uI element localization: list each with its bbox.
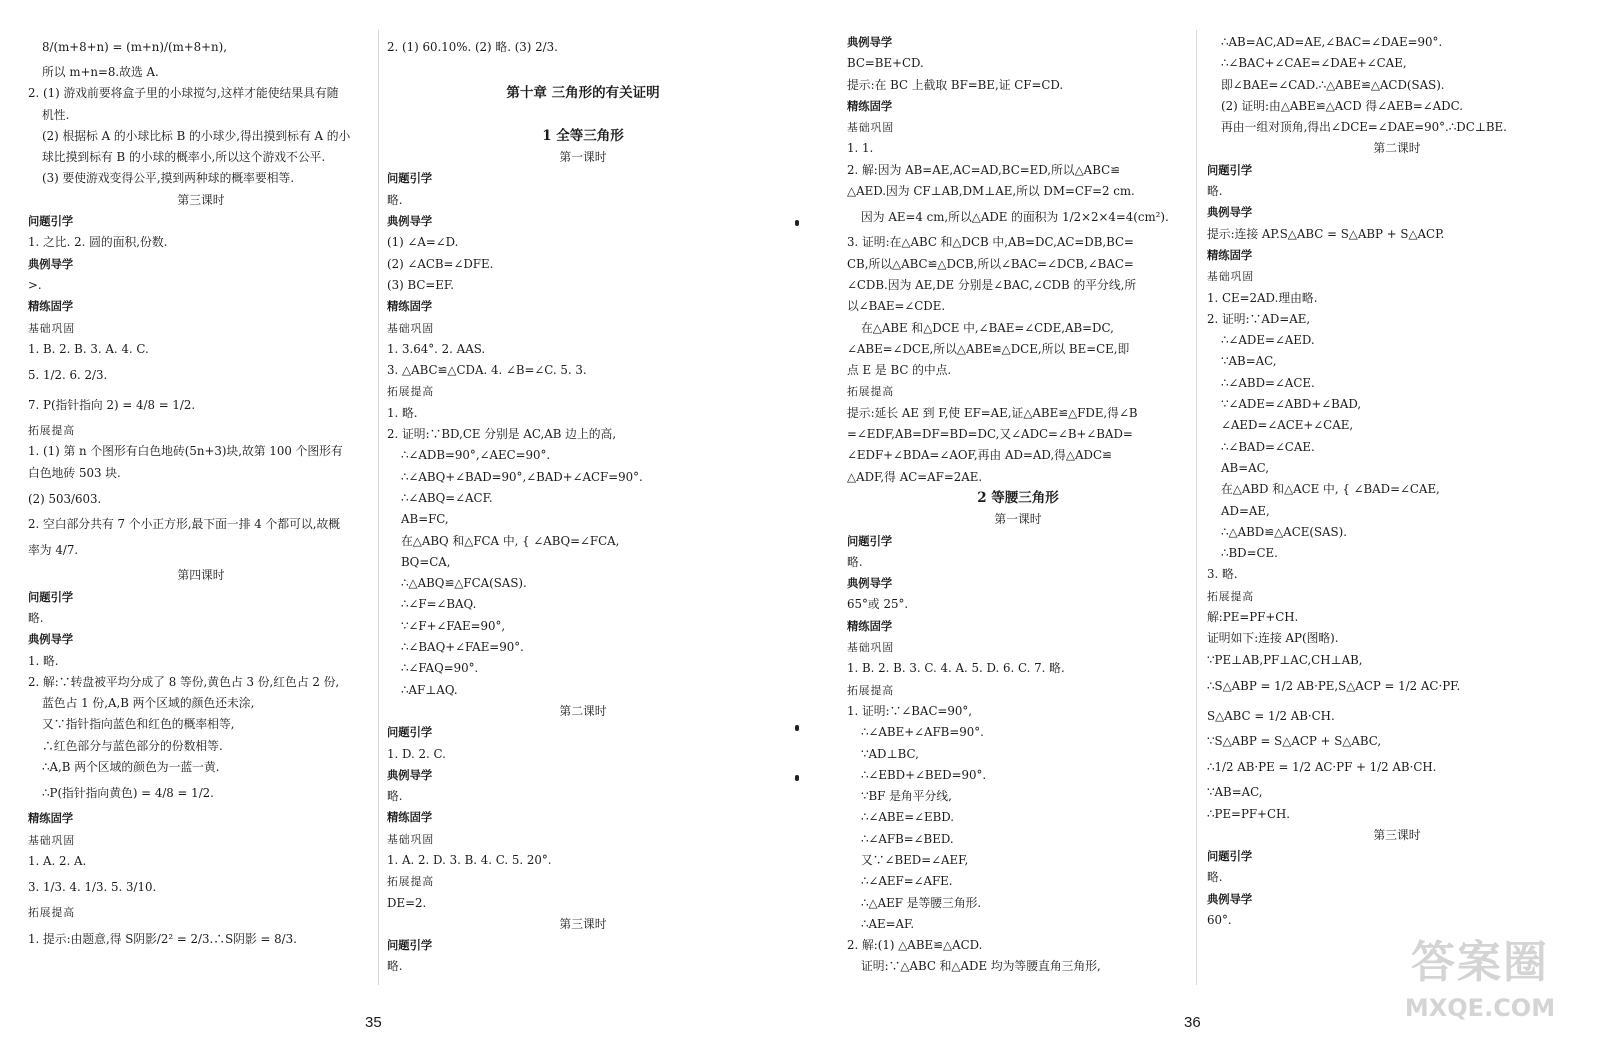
answer-line: ∴AB=AC,AD=AE,∠BAC=∠DAE=90°.: [1221, 35, 1443, 49]
answer-line: 问题引学: [28, 590, 74, 604]
answer-line: ∴∠AFB=∠BED.: [861, 831, 954, 846]
answer-line: 拓展提高: [1207, 589, 1255, 603]
watermark-line1: 答案圈: [1411, 937, 1549, 988]
answer-line: 第三课时: [1373, 827, 1421, 842]
answer-line: 3. 1/3. 4. 1/3. 5. 3/10.: [28, 880, 157, 895]
margin-mark: [795, 725, 799, 731]
answer-line: 2. 解:因为 AB=AE,AC=AD,BC=ED,所以△ABC≌: [847, 162, 1120, 177]
answer-line: 1. CE=2AD.理由略.: [1207, 290, 1318, 305]
column-divider: [378, 30, 379, 985]
answer-line: ∴△ABD≌△ACE(SAS).: [1221, 524, 1347, 539]
answer-line: 率为 4/7.: [28, 543, 79, 558]
answer-line: ∴∠EBD+∠BED=90°.: [861, 767, 987, 782]
answer-line: 1 全等三角形: [542, 127, 624, 144]
answer-line: ∴∠ABD=∠ACE.: [1221, 375, 1315, 390]
answer-line: 精练固学: [1207, 248, 1253, 262]
answer-line: 第一课时: [994, 512, 1042, 527]
answer-line: 精练固学: [847, 619, 893, 633]
answer-line: 基础巩固: [28, 321, 76, 335]
answer-line: 在△ABD 和△ACE 中, { ∠BAD=∠CAE,: [1221, 482, 1440, 497]
answer-line: 证明如下:连接 AP(图略).: [1207, 631, 1339, 646]
answer-line: 略.: [1207, 184, 1223, 199]
answer-line: 略.: [847, 554, 863, 569]
page-number-right: 36: [1184, 1014, 1201, 1031]
answer-line: 1. D. 2. C.: [387, 746, 446, 761]
answer-line: ∴红色部分与蓝色部分的份数相等.: [42, 738, 223, 753]
answer-line: 略.: [28, 610, 44, 625]
answer-line: ∵BF 是角平分线,: [861, 789, 952, 804]
answer-line: 典例导学: [387, 768, 433, 782]
answer-line: △ADF,得 AC=AF=2AE.: [847, 469, 983, 484]
answer-line: 精练固学: [387, 811, 433, 825]
answer-line: 因为 AE=4 cm,所以△ADE 的面积为 1/2×2×4=4(cm²).: [861, 210, 1169, 225]
answer-line: 典例导学: [847, 36, 893, 49]
answer-line: 2 等腰三角形: [977, 489, 1059, 506]
answer-line: 2. (1) 游戏前要将盒子里的小球搅匀,这样才能使结果具有随: [28, 86, 339, 101]
answer-line: 1. B. 2. B. 3. A. 4. C.: [28, 341, 149, 356]
answer-line: ∴∠ABE=∠EBD.: [861, 810, 955, 825]
answer-line: 拓展提高: [387, 875, 435, 889]
answer-line: (2) 503/603.: [28, 492, 102, 507]
answer-line: 问题引学: [1207, 163, 1253, 177]
answer-line: ∠ABE=∠DCE,所以△ABE≌△DCE,所以 BE=CE,即: [847, 341, 1130, 356]
answer-line: 第二课时: [1373, 141, 1421, 156]
answer-line: ∴AF⊥AQ.: [401, 682, 458, 697]
answer-line: ∴∠BAC+∠CAE=∠DAE+∠CAE,: [1221, 56, 1407, 71]
answer-line: ∴△ABQ≌△FCA(SAS).: [401, 576, 527, 591]
answer-line: 拓展提高: [847, 385, 895, 399]
answer-line: 问题引学: [387, 939, 433, 953]
answer-line: 即∠BAE=∠CAD.∴△ABE≌△ACD(SAS).: [1221, 77, 1445, 92]
answer-line: 典例导学: [1207, 206, 1253, 220]
answer-line: 7. P(指针指向 2) = 4/8 = 1/2.: [28, 398, 196, 413]
answer-line: ∴PE=PF+CH.: [1207, 806, 1291, 821]
answer-line: 略.: [387, 959, 403, 974]
answer-line: 1. 略.: [28, 653, 59, 668]
answer-line: 在△ABQ 和△FCA 中, { ∠ABQ=∠FCA,: [401, 533, 620, 548]
answer-line: ∠CDB.因为 AE,DE 分别是∠BAC,∠CDB 的平分线,所: [847, 277, 1137, 292]
answer-line: 2. 空白部分共有 7 个小正方形,最下面一排 4 个都可以,故概: [28, 517, 341, 532]
answer-line: 提示:在 BC 上截取 BF=BE,证 CF=CD.: [847, 77, 1064, 92]
answer-line: ∵AD⊥BC,: [861, 746, 919, 761]
answer-column-4: [1207, 32, 1587, 931]
answer-line: 2. 证明:∵BD,CE 分别是 AC,AB 边上的高,: [387, 427, 617, 442]
answer-line: 典例导学: [1207, 892, 1253, 906]
watermark-logo: [1400, 935, 1560, 1045]
answer-line: 基础巩固: [847, 121, 895, 135]
answer-line: ∠AED=∠ACE+∠CAE,: [1221, 418, 1354, 433]
answer-line: 又∵∠BED=∠AEF,: [861, 852, 969, 867]
answer-line: AB=AC,: [1221, 460, 1269, 475]
answer-line: 所以 m+n=8.故选 A.: [42, 65, 159, 79]
answer-line: >.: [28, 277, 42, 292]
answer-line: 1. (1) 第 n 个图形有白色地砖(5n+3)块,故第 100 个图形有: [28, 444, 343, 459]
answer-line: 2. 证明:∵AD=AE,: [1207, 311, 1311, 326]
answer-line: ∵∠F+∠FAE=90°,: [401, 618, 506, 633]
margin-mark: [795, 775, 799, 781]
answer-line: 基础巩固: [847, 641, 895, 655]
answer-line: 机性.: [42, 107, 70, 122]
answer-line: (1) ∠A=∠D.: [387, 235, 459, 250]
answer-line: (2) 证明:由△ABE≌△ACD 得∠AEB=∠ADC.: [1221, 98, 1463, 113]
answer-line: 精练固学: [847, 99, 893, 113]
answer-line: 典例导学: [28, 257, 74, 271]
answer-line: 精练固学: [28, 300, 74, 314]
answer-line: AB=FC,: [401, 512, 449, 527]
answer-line: ∴BD=CE.: [1221, 546, 1278, 561]
answer-line: 典例导学: [28, 633, 74, 647]
answer-line: BC=BE+CD.: [847, 56, 924, 71]
answer-line: ∴S△ABP = 1/2 AB·PE,S△ACP = 1/2 AC·PF.: [1207, 678, 1461, 693]
answer-line: 基础巩固: [28, 833, 76, 847]
answer-line: 拓展提高: [28, 906, 76, 920]
answer-line: (2) 根据标 A 的小球比标 B 的小球少,得出摸到标有 A 的小: [42, 128, 351, 143]
answer-line: ∴∠ABQ=∠ACF.: [401, 490, 493, 505]
answer-line: ∴A,B 两个区域的颜色为一蓝一黄.: [42, 760, 220, 775]
answer-line: 1. B. 2. B. 3. C. 4. A. 5. D. 6. C. 7. 略.: [847, 661, 1065, 676]
answer-line: ∴∠BAQ+∠FAE=90°.: [401, 640, 524, 655]
answer-line: ∴∠ADE=∠AED.: [1221, 333, 1315, 348]
answer-line: 3. 略.: [1207, 567, 1238, 582]
answer-line: 第四课时: [177, 568, 225, 583]
answer-line: =∠EDF,AB=DF=BD=DC,又∠ADC=∠B+∠BAD=: [847, 427, 1133, 442]
answer-line: ∵PE⊥AB,PF⊥AC,CH⊥AB,: [1207, 652, 1363, 667]
answer-line: ∴∠AEF=∠AFE.: [861, 874, 953, 889]
answer-line: ∵AB=AC,: [1207, 785, 1263, 800]
answer-line: AD=AE,: [1221, 503, 1270, 518]
answer-line: 问题引学: [847, 534, 893, 548]
answer-line: 精练固学: [387, 300, 433, 314]
answer-line: 基础巩固: [1207, 270, 1255, 284]
answer-line: ∴AE=AF.: [861, 916, 915, 931]
answer-line: 8/(m+8+n) = (m+n)/(m+8+n),: [42, 40, 227, 54]
answer-line: 以∠BAE=∠CDE.: [847, 299, 946, 314]
margin-mark: [795, 220, 799, 226]
answer-line: 再由一组对顶角,得出∠DCE=∠DAE=90°.∴DC⊥BE.: [1221, 120, 1507, 135]
answer-line: ∴P(指针指向黄色) = 4/8 = 1/2.: [42, 786, 214, 801]
answer-line: ∴∠FAQ=90°.: [401, 661, 479, 676]
answer-line: 第三课时: [177, 192, 225, 207]
answer-line: 拓展提高: [387, 385, 435, 399]
answer-line: 问题引学: [387, 726, 433, 740]
answer-line: 精练固学: [28, 812, 74, 826]
answer-line: 问题引学: [1207, 850, 1253, 864]
answer-line: 第一课时: [559, 150, 607, 165]
answer-line: 基础巩固: [387, 832, 435, 846]
answer-line: 略.: [387, 789, 403, 804]
answer-line: 拓展提高: [28, 424, 76, 438]
answer-line: ∠EDF+∠BDA=∠AOF,再由 AD=AD,得△ADC≌: [847, 448, 1112, 463]
page-number-left: 35: [365, 1014, 382, 1031]
answer-line: 提示:延长 AE 到 F,使 EF=AE,证△ABE≌△FDE,得∠B: [847, 405, 1138, 420]
answer-line: (2) ∠ACB=∠DFE.: [387, 256, 494, 271]
answer-line: ∴△AEF 是等腰三角形.: [861, 895, 982, 910]
answer-column-1: [28, 32, 374, 954]
answer-line: 1. A. 2. D. 3. B. 4. C. 5. 20°.: [387, 852, 552, 867]
answer-line: 1. 提示:由题意,得 S阴影/2² = 2/3.∴S阴影 = 8/3.: [28, 931, 297, 946]
answer-line: 问题引学: [28, 215, 74, 229]
answer-line: 2. 解:(1) △ABE≌△ACD.: [847, 938, 983, 953]
answer-line: ∴∠BAD=∠CAE.: [1221, 439, 1315, 454]
answer-line: △AED.因为 CF⊥AB,DM⊥AE,所以 DM=CF=2 cm.: [847, 184, 1135, 199]
answer-line: CB,所以△ABC≌△DCB,所以∠BAC=∠DCB,∠BAC=: [847, 256, 1134, 271]
answer-line: ∴1/2 AB·PE = 1/2 AC·PF + 1/2 AB·CH.: [1207, 760, 1437, 775]
column-divider: [1196, 30, 1197, 985]
answer-line: 基础巩固: [387, 321, 435, 335]
watermark-line2: MXQE.COM: [1404, 994, 1556, 1022]
answer-line: 问题引学: [387, 172, 433, 186]
answer-line: 1. 证明:∵∠BAC=90°,: [847, 703, 973, 718]
answer-line: DE=2.: [387, 895, 427, 910]
answer-line: 点 E 是 BC 的中点.: [847, 363, 952, 378]
answer-line: BQ=CA,: [401, 554, 451, 569]
answer-line: ∵S△ABP = S△ACP + S△ABC,: [1207, 733, 1382, 748]
answer-column-3: [847, 32, 1189, 978]
answer-line: [387, 62, 779, 83]
answer-line: 第三课时: [559, 916, 607, 931]
answer-line: (3) 要使游戏变得公平,摸到两种球的概率要相等.: [42, 171, 295, 186]
answer-line: S△ABC = 1/2 AB·CH.: [1207, 708, 1335, 723]
answer-line: 略.: [1207, 870, 1223, 885]
answer-line: 3. 证明:在△ABC 和△DCB 中,AB=DC,AC=DB,BC=: [847, 235, 1134, 250]
answer-line: 第十章 三角形的有关证明: [506, 85, 660, 102]
answer-line: 3. △ABC≌△CDA. 4. ∠B=∠C. 5. 3.: [387, 363, 587, 378]
answer-line: 1. 3.64°. 2. AAS.: [387, 341, 486, 356]
answer-line: 5. 1/2. 6. 2/3.: [28, 368, 108, 383]
answer-line: ∵∠ADE=∠ABD+∠BAD,: [1221, 397, 1362, 412]
answer-line: 65°或 25°.: [847, 597, 909, 612]
answer-line: 60°.: [1207, 912, 1232, 927]
answer-line: 2. (1) 60.10%. (2) 略. (3) 2/3.: [387, 40, 558, 54]
answer-line: [387, 105, 779, 126]
answer-line: 略.: [387, 192, 403, 207]
answer-line: 解:PE=PF+CH.: [1207, 610, 1299, 625]
answer-line: 2. 解:∵转盘被平均分成了 8 等份,黄色占 3 份,红色占 2 份,: [28, 674, 340, 689]
answer-line: 白色地砖 503 块.: [28, 465, 121, 480]
answer-line: ∴∠ABQ+∠BAD=90°,∠BAD+∠ACF=90°.: [401, 469, 643, 484]
answer-line: 1. 之比. 2. 圆的面积,份数.: [28, 235, 168, 250]
answer-line: 1. A. 2. A.: [28, 853, 87, 868]
answer-line: 球比摸到标有 B 的小球的概率小,所以这个游戏不公平.: [42, 150, 326, 165]
answer-line: 又∵指针指向蓝色和红色的概率相等,: [42, 717, 235, 732]
answer-column-2: [387, 32, 779, 978]
answer-line: 第二课时: [559, 703, 607, 718]
answer-line: 蓝色占 1 份,A,B 两个区域的颜色还未涂,: [42, 696, 255, 711]
answer-line: 提示:连接 AP.S△ABC = S△ABP + S△ACP.: [1207, 226, 1445, 241]
answer-line: ∵AB=AC,: [1221, 354, 1277, 369]
answer-line: ∴∠F=∠BAQ.: [401, 597, 477, 612]
answer-line: 在△ABE 和△DCE 中,∠BAE=∠CDE,AB=DC,: [861, 320, 1114, 335]
answer-line: 典例导学: [387, 215, 433, 229]
answer-line: 1. 略.: [387, 405, 418, 420]
answer-line: 1. 1.: [847, 141, 874, 156]
answer-line: 拓展提高: [847, 683, 895, 697]
answer-line: 典例导学: [847, 577, 893, 591]
answer-line: (3) BC=EF.: [387, 277, 454, 292]
answer-line: ∴∠ADB=90°,∠AEC=90°.: [401, 448, 551, 463]
answer-line: 证明:∵△ABC 和△ADE 均为等腰直角三角形,: [861, 959, 1101, 974]
answer-line: ∴∠ABE+∠AFB=90°.: [861, 725, 984, 740]
